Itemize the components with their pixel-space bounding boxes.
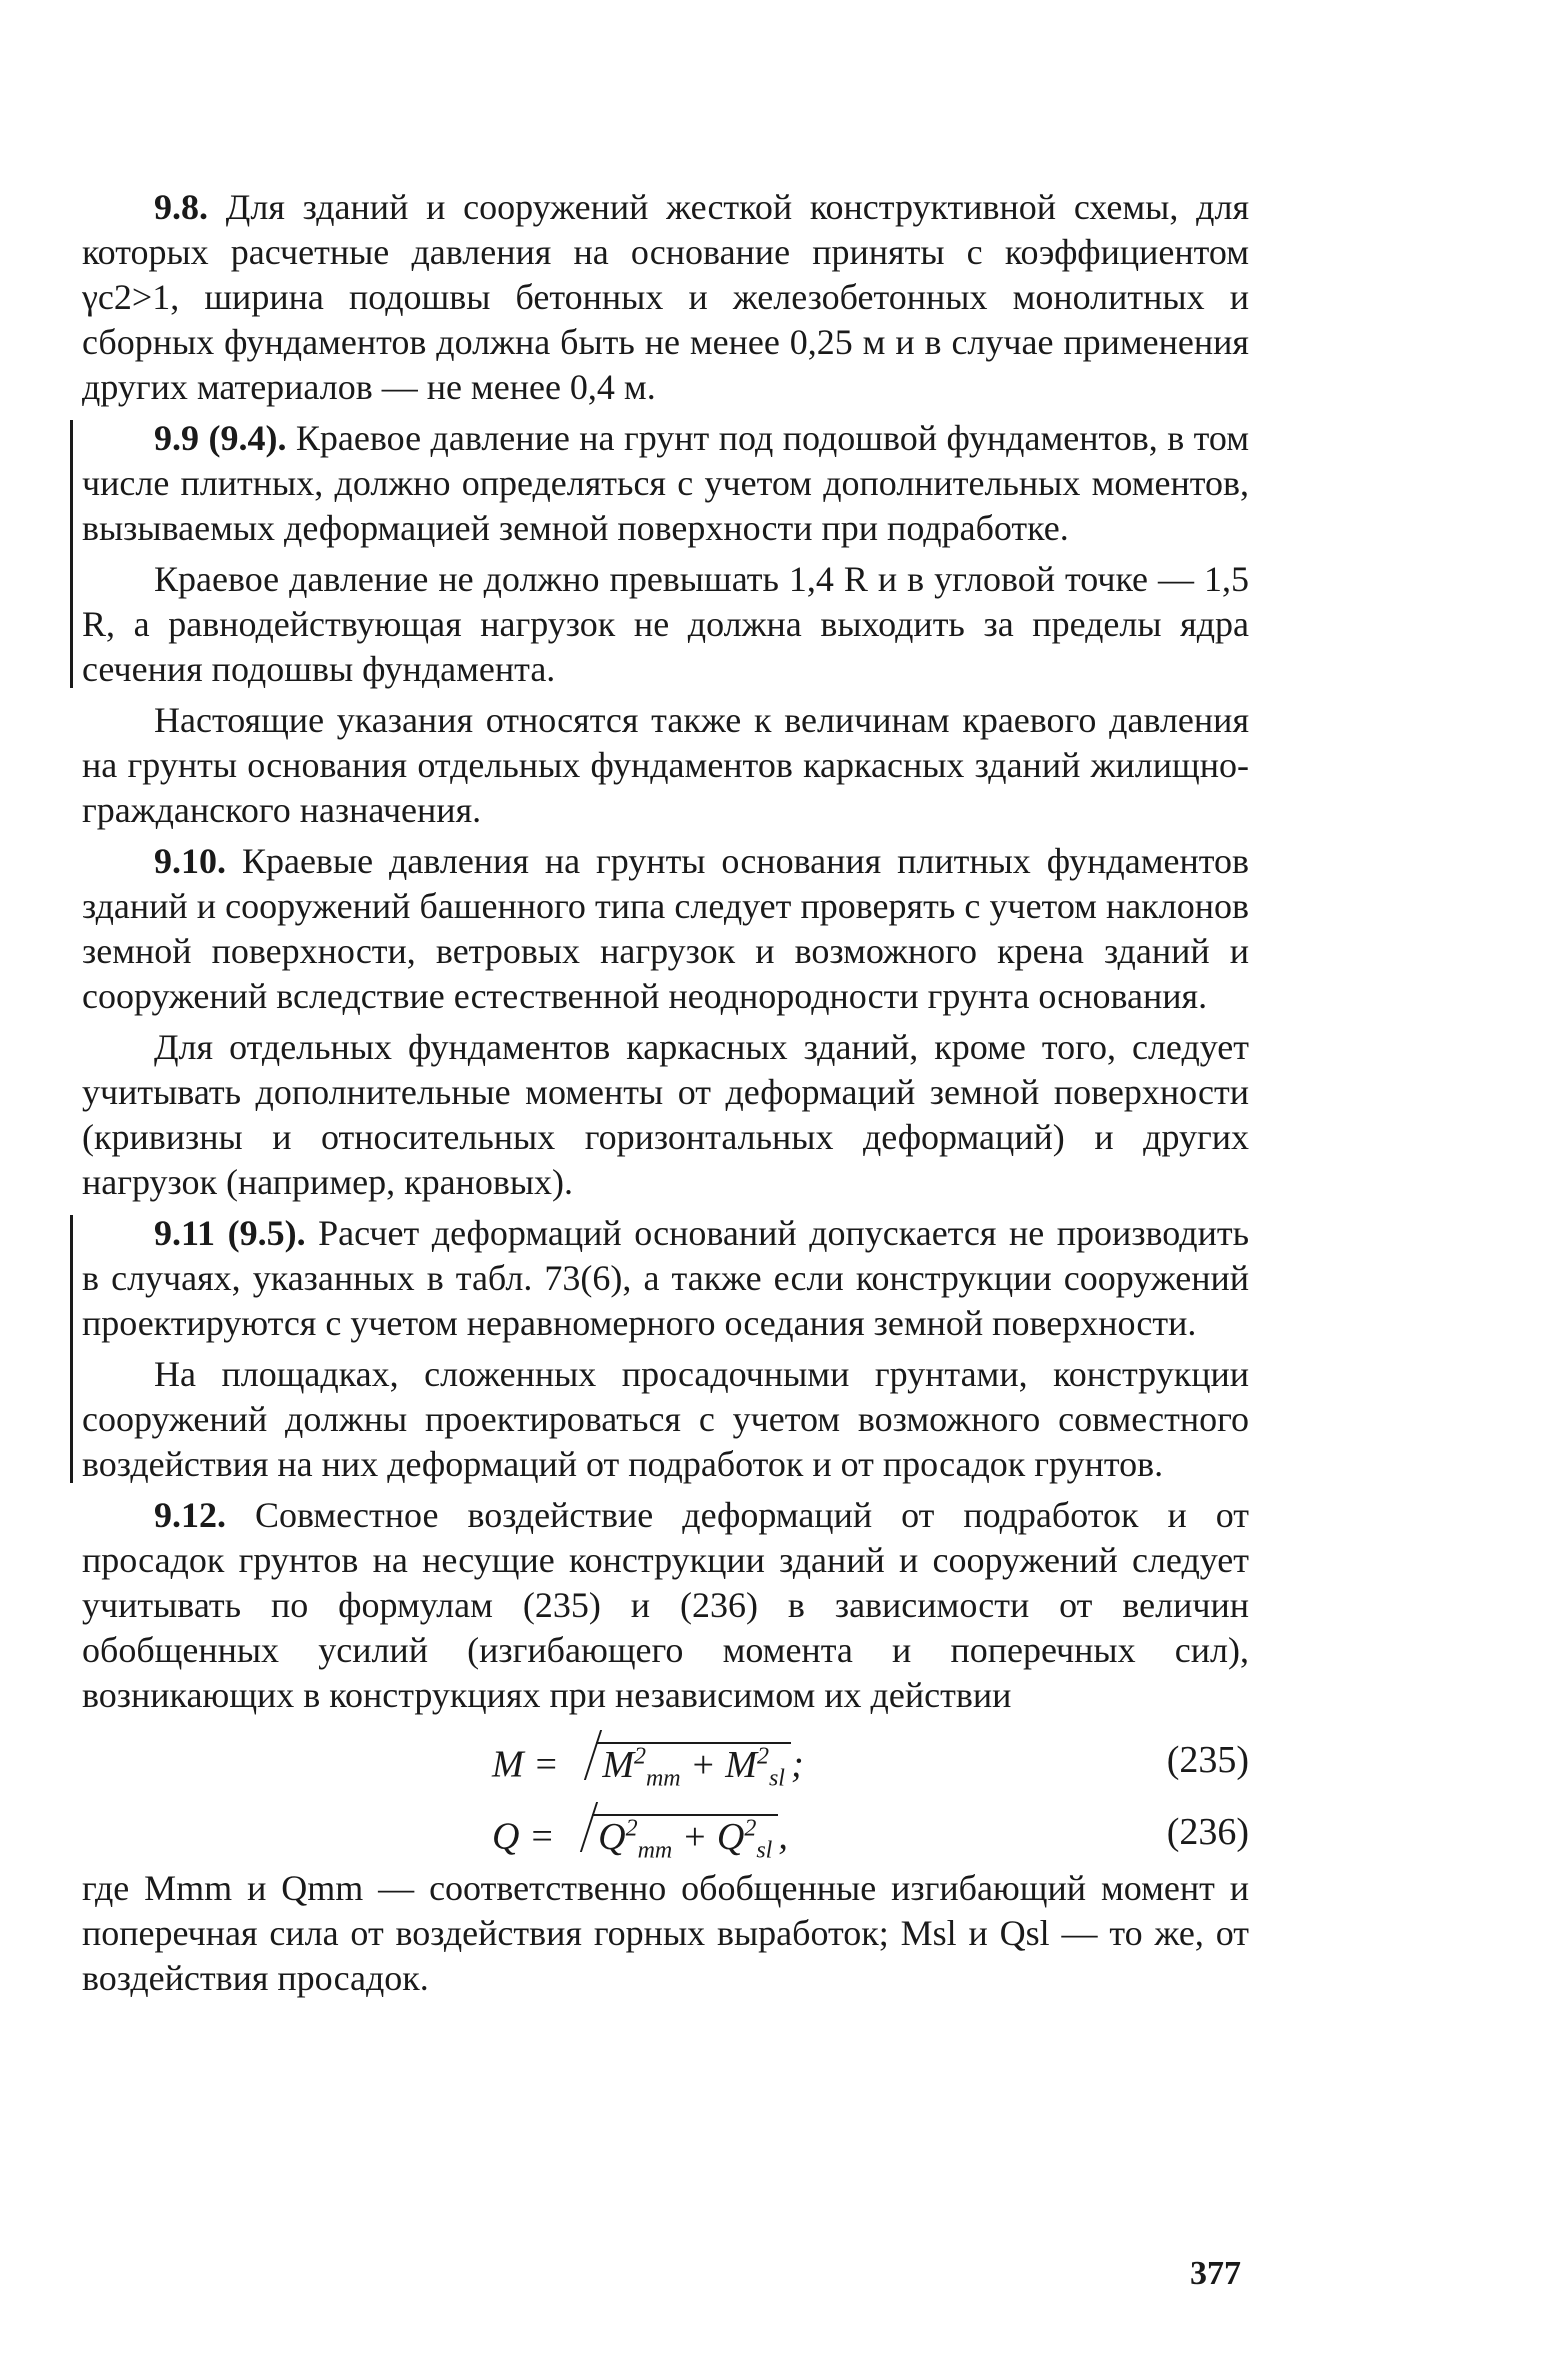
clause-text: Для зданий и сооружений жесткой конструктивной схемы, для которых расчетные давления на основание приняты с коэффициентом γc2>1, ширина подошвы бетонных и железобетонных монолитных и сборных фундаментов должна быть не менее 0,25 м и в случае применения других материалов — не менее 0,4 м. bbox=[82, 187, 1249, 407]
clause-reference: (9.5). bbox=[227, 1213, 306, 1253]
clause-number: 9.11 bbox=[154, 1213, 216, 1253]
equation-number: (235) bbox=[1166, 1739, 1249, 1781]
clause-text: Краевое давление на грунт под подошвой фундаментов, в том числе плитных, должно определяться с учетом дополнительных моментов, вызываемых деформацией земной поверхности при подработке. bbox=[82, 418, 1250, 548]
clause-number: 9.12. bbox=[154, 1495, 226, 1535]
formula-expression: $M = M^2_{mm} + M^2_{sl}$ ; bbox=[492, 1734, 804, 1801]
formula-235 bbox=[82, 1728, 1249, 1790]
paragraph-9-9 bbox=[82, 416, 1249, 551]
clause-text: Совместное воздействие деформаций от подработок и от просадок грунтов на несущие конструкции зданий и сооружений следует учитывать по формулам (235) и (236) в зависимости от величин обобщенных усилий (изгибающего момента и поперечных сил), возникающих в конструкциях при независимом их действии bbox=[82, 1495, 1249, 1715]
clause-number: 9.10. bbox=[154, 841, 226, 881]
clause-reference: (9.4). bbox=[208, 418, 287, 458]
square-root: $Q^2_{mm} + Q^2_{sl}$ bbox=[564, 1806, 778, 1873]
formula-legend: где Mmm и Qmm — соответственно обобщенные изгибающий момент и поперечная сила от воздействия горных выработок; Msl и Qsl — то же, от воздействия просадок. bbox=[82, 1868, 1249, 1998]
changed-block-9-9 bbox=[82, 416, 1249, 692]
paragraph-9-11-collapsible-soils: На площадках, сложенных просадочными грунтами, конструкции сооружений должны проектироваться с учетом возможного совместного воздействия на них деформаций от подработок и от просадок грунтов. bbox=[82, 1354, 1249, 1484]
paragraph-9-12 bbox=[82, 1493, 1249, 1718]
clause-number: 9.9 bbox=[154, 418, 199, 458]
change-bar bbox=[70, 420, 73, 688]
clause-text: Краевые давления на грунты основания плитных фундаментов зданий и сооружений башенного типа следует проверять с учетом наклонов земной поверхности, ветровых нагрузок и возможного крена зданий и сооружений вследствие естественной неоднородности грунта основания. bbox=[82, 841, 1250, 1016]
body-text bbox=[82, 185, 1249, 2007]
paragraph-9-8 bbox=[82, 185, 1249, 410]
formula-236 bbox=[82, 1800, 1249, 1862]
paragraph-9-9-note: Настоящие указания относятся также к величинам краевого давления на грунты основания отдельных фундаментов каркасных зданий жилищно-гражданского назначения. bbox=[82, 700, 1249, 830]
clause-text: Расчет деформаций оснований допускается не производить в случаях, указанных в табл. 73(6), а также если конструкции сооружений проектируются с учетом неравномерного оседания земной поверхности. bbox=[82, 1213, 1249, 1343]
paragraph-9-9-edge-pressure: Краевое давление не должно превышать 1,4 R и в угловой точке — 1,5 R, а равнодействующая нагрузок не должна выходить за пределы ядра сечения подошвы фундамента. bbox=[82, 559, 1249, 689]
equation-number: (236) bbox=[1166, 1811, 1249, 1853]
paragraph-9-10 bbox=[82, 839, 1249, 1019]
change-bar bbox=[70, 1215, 73, 1483]
square-root: $M^2_{mm} + M^2_{sl}$ bbox=[568, 1734, 791, 1801]
changed-block-9-11 bbox=[82, 1211, 1249, 1487]
paragraph-9-10-frame: Для отдельных фундаментов каркасных зданий, кроме того, следует учитывать дополнительные моменты от деформаций земной поверхности (кривизны и относительных горизонтальных деформаций) и других нагрузок (например, крановых). bbox=[82, 1027, 1249, 1202]
page-number: 377 bbox=[1190, 2255, 1241, 2292]
clause-number: 9.8. bbox=[154, 187, 208, 227]
paragraph-9-11 bbox=[82, 1211, 1249, 1346]
formula-expression: $Q = Q^2_{mm} + Q^2_{sl}$ , bbox=[492, 1806, 788, 1873]
